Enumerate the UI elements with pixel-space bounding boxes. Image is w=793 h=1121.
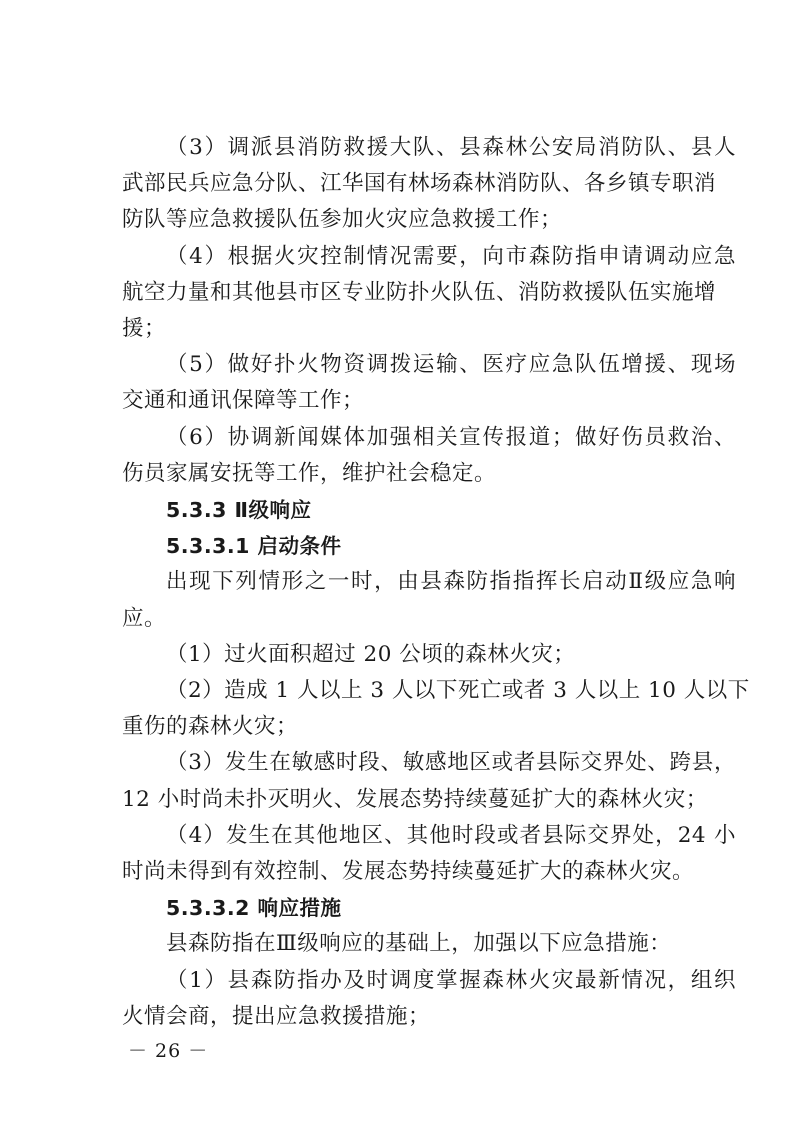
condition-3-line-2: 12 小时尚未扑灭明火、发展态势持续蔓延扩大的森林火灾； xyxy=(122,786,708,812)
condition-4-line-2: 时尚未得到有效控制、发展态势持续蔓延扩大的森林火灾。 xyxy=(122,859,695,884)
section-heading-5-3-3: 5.3.3 Ⅱ级响应 xyxy=(166,498,312,522)
paragraph-5-line-1: （5）做好扑火物资调拨运输、医疗应急队伍增援、现场 xyxy=(166,352,736,378)
paragraph-4-line-3: 援； xyxy=(122,316,167,341)
section-heading-5-3-3-2: 5.3.3.2 响应措施 xyxy=(166,896,342,921)
condition-2-line-2: 重伤的森林火灾； xyxy=(122,714,299,740)
section-heading-5-3-3-1: 5.3.3.1 启动条件 xyxy=(166,534,342,559)
condition-2-line-1: （2）造成 1 人以上 3 人以下死亡或者 3 人以上 10 人以下 xyxy=(166,678,750,703)
paragraph-3-line-2: 武部民兵应急分队、江华国有林场森林消防队、各乡镇专职消 xyxy=(122,171,717,197)
condition-4-line-1: （4）发生在其他地区、其他时段或者县际交界处，24 小 xyxy=(166,822,736,848)
conditions-intro-line-2: 应。 xyxy=(122,605,167,631)
paragraph-6-line-1: （6）协调新闻媒体加强相关宣传报道；做好伤员救治、 xyxy=(166,424,736,450)
paragraph-3-line-3: 防队等应急救援队伍参加火灾应急救援工作； xyxy=(122,207,563,233)
paragraph-5-line-2: 交通和通讯保障等工作； xyxy=(122,388,365,414)
paragraph-4-line-2: 航空力量和其他县市区专业防扑火队伍、消防救援队伍实施增 xyxy=(122,279,717,305)
page-number: － 26 － xyxy=(128,1040,209,1062)
paragraph-3-line-1: （3）调派县消防救援大队、县森林公安局消防队、县人 xyxy=(166,135,736,160)
paragraph-6-line-2: 伤员家属安抚等工作，维护社会稳定。 xyxy=(122,460,497,486)
condition-1-line-1: （1）过火面积超过 20 公顷的森林火灾； xyxy=(166,641,576,667)
paragraph-4-line-1: （4）根据火灾控制情况需要，向市森防指申请调动应急 xyxy=(166,243,736,269)
measure-1-line-1: （1）县森防指办及时调度掌握森林火灾最新情况，组织 xyxy=(166,967,736,993)
measures-intro: 县森防指在Ⅲ级响应的基础上，加强以下应急措施： xyxy=(166,931,672,957)
conditions-intro-line-1: 出现下列情形之一时，由县森防指指挥长启动Ⅱ级应急响 xyxy=(166,569,736,595)
measure-1-line-2: 火情会商，提出应急救援措施； xyxy=(122,1003,431,1029)
condition-3-line-1: （3）发生在敏感时段、敏感地区或者县际交界处、跨县， xyxy=(166,750,736,776)
